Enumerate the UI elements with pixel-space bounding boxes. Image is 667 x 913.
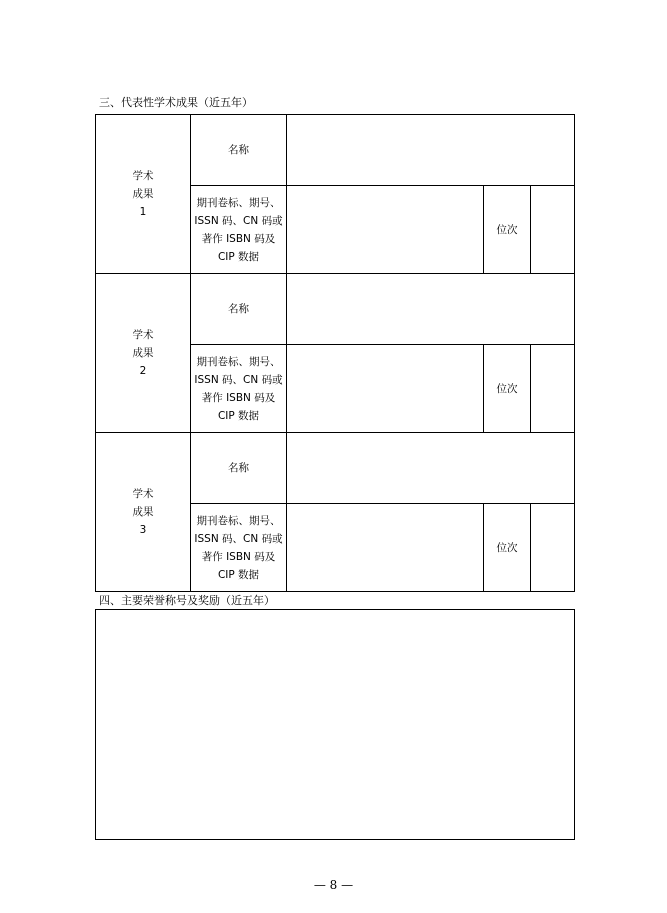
achievement-2-meta-field[interactable] <box>287 345 484 433</box>
achievement-3-name-field[interactable] <box>287 433 575 504</box>
achievement-2-rank-label: 位次 <box>484 345 531 433</box>
achievement-2-name-field[interactable] <box>287 274 575 345</box>
honors-awards-field[interactable] <box>95 609 575 840</box>
achievement-3-meta-label: 期刊卷标、期号、 ISSN 码、CN 码或 著作 ISBN 码及 CIP 数据 <box>191 504 287 592</box>
achievement-3-rank-label: 位次 <box>484 504 531 592</box>
achievement-1-name-field[interactable] <box>287 115 575 186</box>
achievement-2-label: 学术 成果 2 <box>96 274 191 433</box>
achievement-3-name-row <box>96 433 575 504</box>
achievement-1-rank-field[interactable] <box>531 186 575 274</box>
academic-achievements-table <box>95 114 575 592</box>
achievement-3-meta-field[interactable] <box>287 504 484 592</box>
section-3-title: 三、代表性学术成果（近五年） <box>99 96 253 109</box>
achievement-1-rank-label: 位次 <box>484 186 531 274</box>
achievement-1-label: 学术 成果 1 <box>96 115 191 274</box>
achievement-2-name-row <box>96 274 575 345</box>
achievement-2-name-label: 名称 <box>191 274 287 345</box>
section-4-title: 四、主要荣誉称号及奖励（近五年） <box>99 594 275 607</box>
achievement-2-rank-field[interactable] <box>531 345 575 433</box>
achievement-1-name-label: 名称 <box>191 115 287 186</box>
achievement-1-name-row <box>96 115 575 186</box>
achievement-3-rank-field[interactable] <box>531 504 575 592</box>
achievement-1-meta-label: 期刊卷标、期号、 ISSN 码、CN 码或 著作 ISBN 码及 CIP 数据 <box>191 186 287 274</box>
page-number: — 8 — <box>313 878 354 892</box>
achievement-1-meta-field[interactable] <box>287 186 484 274</box>
achievement-2-meta-label: 期刊卷标、期号、 ISSN 码、CN 码或 著作 ISBN 码及 CIP 数据 <box>191 345 287 433</box>
achievement-3-name-label: 名称 <box>191 433 287 504</box>
achievement-3-label: 学术 成果 3 <box>96 433 191 592</box>
